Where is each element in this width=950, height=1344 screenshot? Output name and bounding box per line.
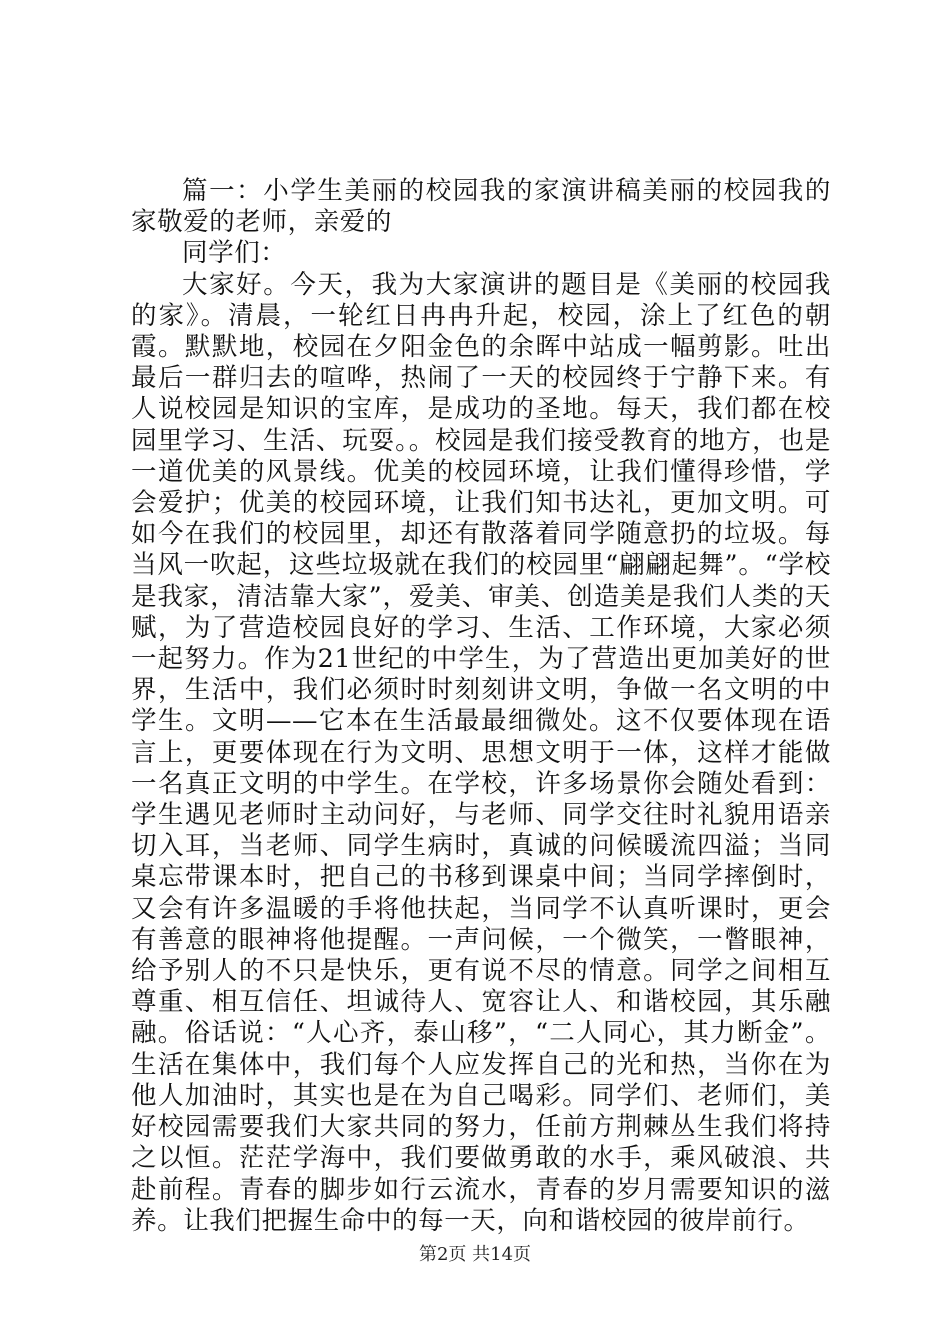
document-body-paragraph: 大家好。今天，我为大家演讲的题目是《美丽的校园我的家》。清晨，一轮红日冉冉升起，校园，涂上了红色的朝霞。默默地，校园在夕阳金色的余晖中站成一幅剪影。吐出最后一群归去的喧哗，热闹了一天的校园终于宁静下来。有人说校园是知识的宝库，是成功的圣地。每天，我们都在校园里学习、生活、玩耍。。校园是我们接受教育的地方，也是一道优美的风景线。优美的校园环境，让我们懂得珍惜，学会爱护；优美的校园环境，让我们知书达礼，更加文明。可如今在我们的校园里，却还有散落着同学随意扔的垃圾。每当风一吹起，这些垃圾就在我们的校园里“翩翩起舞”。“学校是我家，清洁靠大家”，爱美、审美、创造美是我们人类的天赋，为了营造校园良好的学习、生活、工作环境，大家必须一起努力。作为21世纪的中学生，为了营造出更加美好的世界，生活中，我们必须时时刻刻讲文明，争做一名文明的中学生。文明——它本在生活最最细微处。这不仅要体现在语言上，更要体现在行为文明、思想文明于一体，这样才能做一名真正文明的中学生。在学校，许多场景你会随处看到：学生遇见老师时主动问好，与老师、同学交往时礼貌用语亲切入耳，当老师、同学生病时，真诚的问候暖流四溢；当同桌忘带课本时，把自己的书移到课桌中间；当同学摔倒时，又会有许多温暖的手将他扶起，当同学不认真听课时，更会有善意的眼神将他提醒。一声问候，一个微笑，一瞥眼神，给予别人的不只是快乐，更有说不尽的情意。同学之间相互尊重、相互信任、坦诚待人、宽容让人、和谐校园，其乐融融。俗话说：“人心齐，泰山移”，“二人同心，其力断金”。生活在集体中，我们每个人应发挥自己的光和热，当你在为他人加油时，其实也是在为自己喝彩。同学们、老师们，美好校园需要我们大家共同的努力，任前方荆棘丛生我们将持之以恒。茫茫学海中，我们要做勇敢的水手，乘风破浪、共赴前程。青春的脚步如行云流水，青春的岁月需要知识的滋养。让我们把握生命中的每一天，向和谐校园的彼岸前行。 <box>131 269 831 1236</box>
document-salutation: 同学们： <box>182 238 287 269</box>
document-body <box>131 176 831 1237</box>
document-heading-paragraph: 篇一：小学生美丽的校园我的家演讲稿美丽的校园我的家敬爱的老师，亲爱的 <box>131 176 831 238</box>
page-number-footer: 第2页 共14页 <box>418 1244 532 1265</box>
